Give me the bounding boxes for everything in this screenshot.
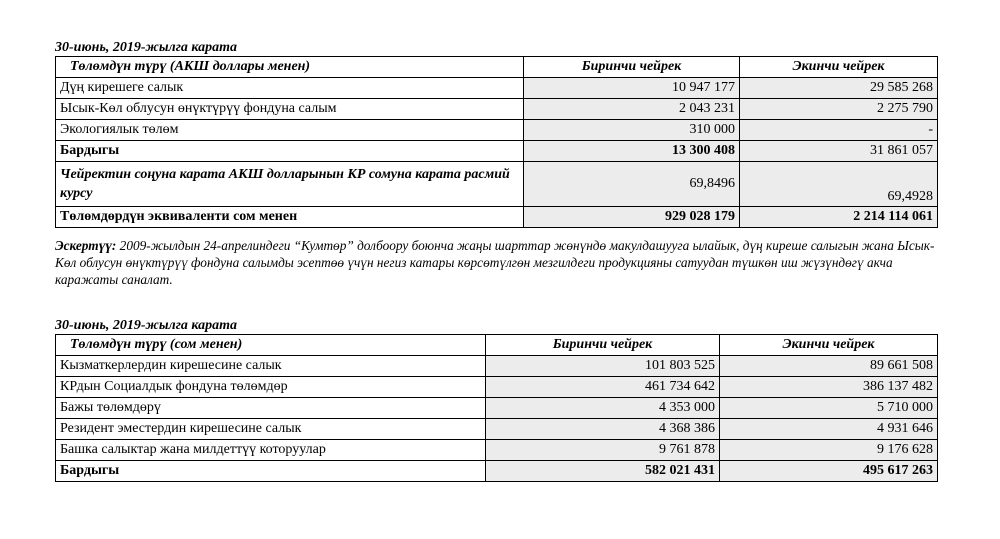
row-label: Башка салыктар жана милдеттүү которуулар: [56, 440, 486, 461]
table-row: [56, 356, 938, 377]
table-row: [56, 99, 938, 120]
som-equivalent-q2: 2 214 114 061: [740, 207, 938, 228]
q2-value: -: [740, 120, 938, 141]
payments-som-table: [55, 334, 938, 482]
q2-value: 4 931 646: [720, 419, 938, 440]
payments-usd-section: [55, 40, 938, 228]
row-label: Кызматкерлердин кирешесине салык: [56, 356, 486, 377]
column-header-q1: Биринчи чейрек: [524, 57, 740, 78]
q1-value: 461 734 642: [486, 377, 720, 398]
q1-value: 9 761 878: [486, 440, 720, 461]
footnote-label: Эскертүү:: [55, 238, 117, 253]
row-label: Ысык-Көл облусун өнүктүрүү фондуна салым: [56, 99, 524, 120]
row-label: Бажы төлөмдөрү: [56, 398, 486, 419]
total-label: Бардыгы: [56, 141, 524, 162]
table-row: [56, 377, 938, 398]
q2-value: 9 176 628: [720, 440, 938, 461]
payments-som-section: [55, 318, 938, 482]
q2-value: 89 661 508: [720, 356, 938, 377]
footnote: [55, 237, 940, 288]
table-row: [56, 78, 938, 99]
q2-value: 386 137 482: [720, 377, 938, 398]
exchange-rate-q2: 69,4928: [740, 162, 938, 207]
table-header-row: [56, 57, 938, 78]
som-equivalent-q1: 929 028 179: [524, 207, 740, 228]
q1-value: 4 353 000: [486, 398, 720, 419]
q2-value: 29 585 268: [740, 78, 938, 99]
table-header-row: [56, 335, 938, 356]
table-row: [56, 120, 938, 141]
total-q1: 13 300 408: [524, 141, 740, 162]
row-label: Резидент эместердин кирешесине салык: [56, 419, 486, 440]
payments-usd-table: [55, 56, 938, 228]
footnote-text: 2009-жылдын 24-апрелиндеги “Кумтөр” долбоору боюнча жаңы шарттар жөнүндө макулдашууга ылайык, дүң киреше салыгын жана Ысык-Көл облусун өнүктүрүү фондуна салымды эсептөө үчүн негиз катары көрсөтүлгөн мезгилдеги продукцияны сатуудан түшкөн иш жүзүндөгү акча каражаты саналат.: [55, 238, 935, 287]
column-header-payment-type: Төлөмдүн түрү (сом менен): [56, 335, 486, 356]
row-label: Экологиялык төлөм: [56, 120, 524, 141]
total-row: [56, 461, 938, 482]
exchange-rate-q1: 69,8496: [524, 162, 740, 207]
total-row: [56, 141, 938, 162]
exchange-rate-label: Чейректин соңуна карата АКШ долларынын КР сомуна карата расмий курсу: [56, 162, 524, 207]
table1-caption: 30-июнь, 2019-жылга карата: [55, 40, 238, 55]
som-equivalent-row: [56, 207, 938, 228]
column-header-q1: Биринчи чейрек: [486, 335, 720, 356]
total-q2: 31 861 057: [740, 141, 938, 162]
table-row: [56, 419, 938, 440]
row-label: Дүң кирешеге салык: [56, 78, 524, 99]
total-q2: 495 617 263: [720, 461, 938, 482]
column-header-payment-type: Төлөмдүн түрү (АКШ доллары менен): [56, 57, 524, 78]
q1-value: 101 803 525: [486, 356, 720, 377]
column-header-q2: Экинчи чейрек: [720, 335, 938, 356]
q2-value: 5 710 000: [720, 398, 938, 419]
total-q1: 582 021 431: [486, 461, 720, 482]
table-row: [56, 398, 938, 419]
q1-value: 4 368 386: [486, 419, 720, 440]
q1-value: 2 043 231: [524, 99, 740, 120]
q2-value: 2 275 790: [740, 99, 938, 120]
table2-caption: 30-июнь, 2019-жылга карата: [55, 318, 238, 333]
column-header-q2: Экинчи чейрек: [740, 57, 938, 78]
row-label: КРдын Социалдык фондуна төлөмдөр: [56, 377, 486, 398]
total-label: Бардыгы: [56, 461, 486, 482]
q1-value: 10 947 177: [524, 78, 740, 99]
table-row: [56, 440, 938, 461]
q1-value: 310 000: [524, 120, 740, 141]
exchange-rate-row: [56, 162, 938, 207]
som-equivalent-label: Төлөмдөрдүн эквиваленти сом менен: [56, 207, 524, 228]
